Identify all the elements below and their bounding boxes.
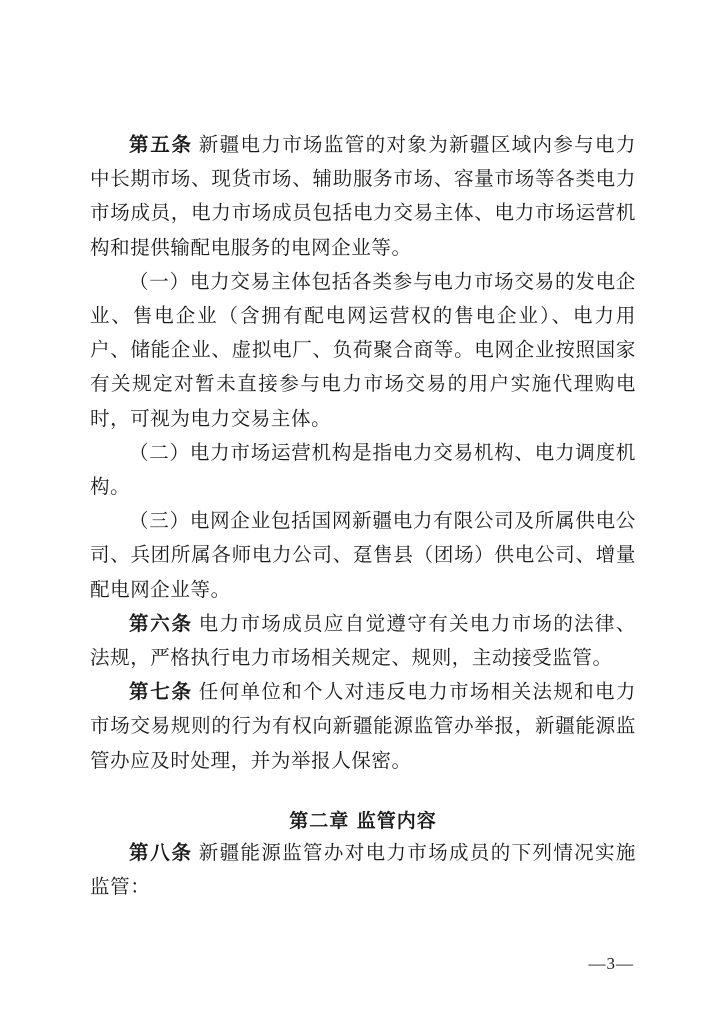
article-7-label: 第七条 (129, 680, 193, 704)
article-6-text: 电力市场成员应自觉遵守有关电力市场的法律、法规，严格执行电力市场相关规定、规则，主动接受监管。 (90, 611, 636, 670)
article-5-label: 第五条 (129, 133, 193, 156)
article-7-text: 任何单位和个人对违反电力市场相关法规和电力市场交易规则的行为有权向新疆能源监管办举报，新疆能源监管办应及时处理，并为举报人保密。 (90, 680, 636, 772)
article-5-item-2: （二）电力市场运营机构是指电力交易机构、电力调度机构。 (90, 440, 636, 499)
article-6-label: 第六条 (129, 611, 193, 635)
article-7 (90, 675, 636, 778)
document-body (90, 128, 636, 904)
chapter-2-title: 第二章 监管内容 (289, 809, 437, 832)
article-5-item-3: （三）电网企业包括国网新疆电力有限公司及所属供电公司、兵团所属各师电力公司、趸售县（团场）供电公司、增量配电网企业等。 (90, 509, 636, 601)
article-5-text: 新疆电力市场监管的对象为新疆区域内参与电力中长期市场、现货市场、辅助服务市场、容量市场等各类电力市场成员，电力市场成员包括电力交易主体、电力市场运营机构和提供输配电服务的电网企业等。 (90, 133, 636, 259)
article-8-text: 新疆能源监管办对电力市场成员的下列情况实施监管： (90, 840, 636, 899)
page-number: —3— (588, 954, 634, 973)
article-8 (90, 836, 636, 904)
article-8-label: 第八条 (129, 840, 193, 864)
article-5-item-1: （一）电力交易主体包括各类参与电力市场交易的发电企业、售电企业（含拥有配电网运营权的售电企业）、电力用户、储能企业、虚拟电厂、负荷聚合商等。电网企业按照国家有关规定对暂未直接参与电力市场交易的用户实施代理购电时，可视为电力交易主体。 (90, 269, 636, 430)
article-5 (90, 128, 636, 265)
article-6 (90, 607, 636, 675)
